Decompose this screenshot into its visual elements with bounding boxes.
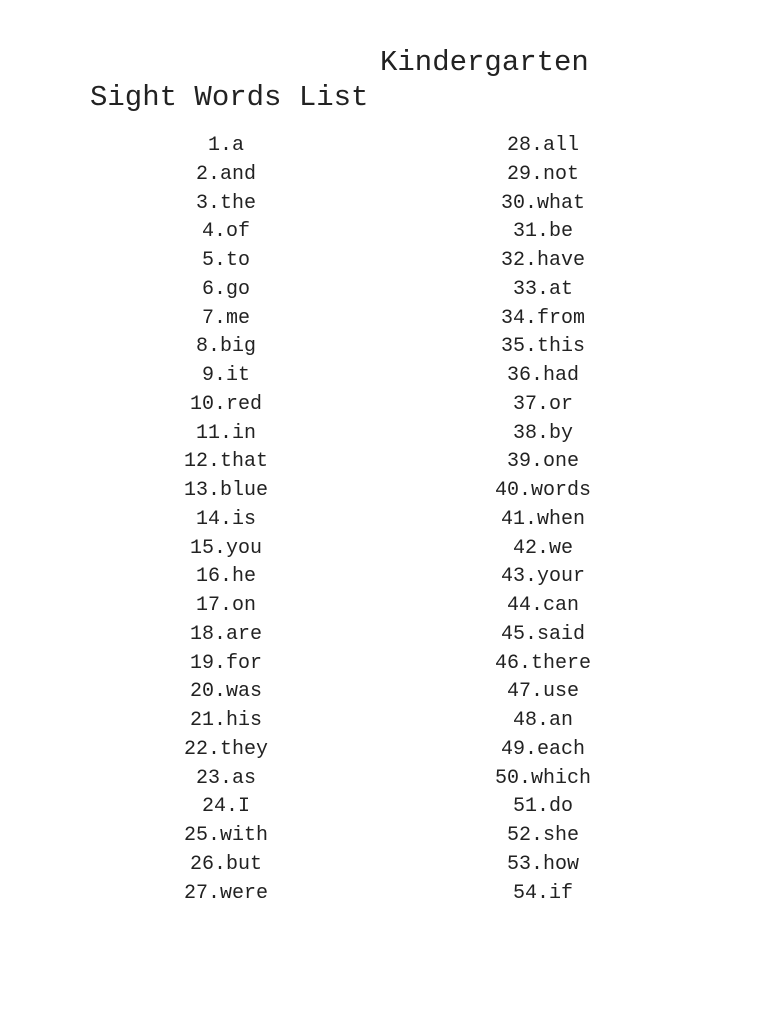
- title-line-sight-words-list: Sight Words List: [90, 81, 369, 114]
- sight-word-item: 30.what: [500, 191, 585, 215]
- sight-word-item: 16.he: [195, 565, 256, 589]
- sight-word-item: 8.big: [195, 335, 256, 359]
- sight-word-item: 14.is: [195, 507, 256, 531]
- sight-word-item: 49.each: [500, 737, 585, 761]
- sight-word-item: 48.an: [512, 709, 573, 732]
- sight-word-item: 46.there: [494, 651, 591, 675]
- sight-word-item: 40.words: [494, 479, 591, 502]
- sight-word-item: 42.we: [512, 536, 573, 560]
- sight-word-item: 26.but: [189, 852, 262, 876]
- sight-word-item: 35.this: [500, 335, 585, 359]
- sight-word-item: 50.which: [494, 766, 591, 790]
- sight-word-item: 43.your: [500, 565, 585, 589]
- sight-word-item: 32.have: [500, 249, 585, 272]
- sight-word-item: 27.were: [183, 881, 268, 905]
- sight-word-item: 28.all: [506, 134, 579, 157]
- sight-word-item: 1.a: [207, 134, 244, 157]
- sight-word-item: 24.I: [201, 795, 250, 819]
- sight-word-item: 2.and: [195, 162, 256, 186]
- word-column-right: [418, 132, 668, 908]
- sight-word-item: 6.go: [201, 277, 250, 301]
- sight-word-item: 51.do: [512, 795, 573, 819]
- sight-word-item: 44.can: [506, 594, 579, 617]
- sight-word-item: 45.said: [500, 622, 585, 646]
- sight-word-item: 17.on: [195, 594, 256, 617]
- sight-word-item: 22.they: [183, 737, 268, 761]
- sight-word-item: 47.use: [506, 680, 579, 704]
- sight-word-item: 18.are: [189, 622, 262, 646]
- sight-word-item: 10.red: [189, 392, 262, 416]
- sight-word-item: 12.that: [183, 450, 268, 474]
- word-column-left: [101, 132, 351, 908]
- sight-word-item: 20.was: [189, 680, 262, 704]
- sight-word-item: 21.his: [189, 709, 262, 732]
- sight-word-item: 23.as: [195, 766, 256, 790]
- sight-word-item: 25.with: [183, 824, 268, 847]
- sight-word-item: 33.at: [512, 277, 573, 301]
- sight-word-item: 3.the: [195, 191, 256, 215]
- sight-word-item: 7.me: [201, 306, 250, 330]
- sight-word-item: 52.she: [506, 824, 579, 847]
- sight-word-item: 38.by: [512, 421, 573, 445]
- sight-word-item: 34.from: [500, 306, 585, 330]
- sight-word-item: 37.or: [512, 392, 573, 416]
- sight-word-item: 31.be: [512, 220, 573, 244]
- sight-word-item: 19.for: [189, 651, 262, 675]
- sight-word-item: 9.it: [201, 364, 250, 387]
- sight-word-item: 39.one: [506, 450, 579, 474]
- sight-word-item: 54.if: [512, 881, 573, 905]
- sight-word-item: 13.blue: [183, 479, 268, 502]
- sight-word-item: 41.when: [500, 507, 585, 531]
- title-line-kindergarten: Kindergarten: [380, 46, 589, 79]
- sight-word-item: 5.to: [201, 249, 250, 272]
- sight-word-item: 11.in: [195, 421, 256, 445]
- sight-word-item: 4.of: [201, 220, 250, 244]
- sight-word-item: 29.not: [506, 162, 579, 186]
- sight-word-item: 36.had: [506, 364, 579, 387]
- sight-word-item: 15.you: [189, 536, 262, 560]
- sight-word-item: 53.how: [506, 852, 579, 876]
